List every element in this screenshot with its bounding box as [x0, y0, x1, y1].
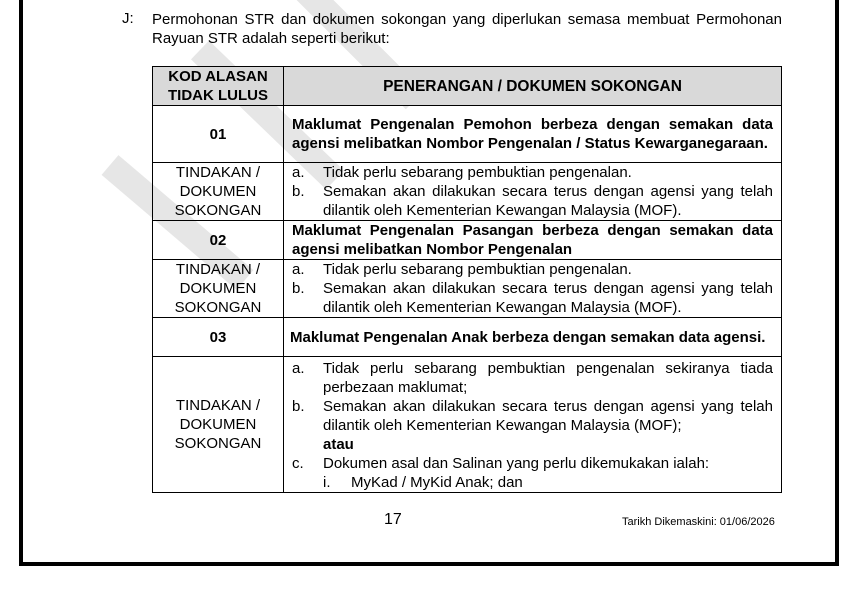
list-marker: b. — [292, 183, 305, 200]
list-item — [292, 163, 773, 182]
list-marker: c. — [292, 455, 304, 472]
list-marker: a. — [292, 360, 305, 377]
list-item-text: Dokumen asal dan Salinan yang perlu dikemukakan ialah: — [323, 455, 710, 472]
reason-description: Maklumat Pengenalan Pasangan berbeza dengan semakan data agensi melibatkan Nombor Pengenalan — [284, 221, 782, 260]
list-marker: a. — [292, 164, 305, 181]
header-description: PENERANGAN / DOKUMEN SOKONGAN — [284, 67, 782, 106]
question-label: J: — [122, 10, 134, 27]
action-label: TINDAKAN / DOKUMEN SOKONGAN — [153, 163, 284, 221]
page-border-bottom — [19, 562, 839, 566]
table-header-row — [153, 67, 782, 106]
list-marker: a. — [292, 261, 305, 278]
action-list — [284, 260, 782, 318]
list-item — [292, 454, 773, 492]
list-item — [292, 260, 773, 279]
table-row-action — [153, 357, 782, 493]
page-border-right — [835, 0, 839, 566]
sub-list-item-text: MyKad / MyKid Anak; dan — [351, 474, 523, 491]
list-item-text: Tidak perlu sebarang pembuktian pengenalan. — [323, 261, 632, 278]
action-label: TINDAKAN / DOKUMEN SOKONGAN — [153, 357, 284, 493]
list-marker: b. — [292, 398, 305, 415]
last-updated-date: Tarikh Dikemaskini: 01/06/2026 — [622, 516, 775, 528]
appeal-document-table — [152, 66, 782, 493]
reason-code: 01 — [153, 106, 284, 163]
list-item-text: Semakan akan dilakukan secara terus dengan agensi yang telah dilantik oleh Kementerian Kewangan Malaysia (MOF); — [323, 398, 773, 434]
list-item — [292, 359, 773, 397]
header-code: KOD ALASAN TIDAK LULUS — [153, 67, 284, 106]
list-item — [292, 397, 773, 454]
reason-description: Maklumat Pengenalan Pemohon berbeza dengan semakan data agensi melibatkan Nombor Pengenalan / Status Kewarganegaraan. — [284, 106, 782, 163]
list-item-text: Semakan akan dilakukan secara terus dengan agensi yang telah dilantik oleh Kementerian Kewangan Malaysia (MOF). — [323, 183, 773, 219]
reason-description: Maklumat Pengenalan Anak berbeza dengan semakan data agensi. — [284, 318, 782, 357]
table-row-code — [153, 106, 782, 163]
list-item-text: Tidak perlu sebarang pembuktian pengenalan sekiranya tiada perbezaan maklumat; — [323, 360, 773, 396]
table-row-code — [153, 221, 782, 260]
page-border-left — [19, 0, 23, 566]
action-list — [284, 163, 782, 221]
sub-list-item — [323, 473, 773, 492]
list-item-text: Tidak perlu sebarang pembuktian pengenalan. — [323, 164, 632, 181]
list-marker: b. — [292, 280, 305, 297]
table-row-code — [153, 318, 782, 357]
list-item-suffix: atau — [323, 436, 354, 453]
reason-code: 03 — [153, 318, 284, 357]
reason-code: 02 — [153, 221, 284, 260]
sub-list-marker: i. — [323, 474, 331, 491]
question-text: Permohonan STR dan dokumen sokongan yang diperlukan semasa membuat Permohonan Rayuan STR adalah seperti berikut: — [152, 11, 782, 47]
list-item — [292, 279, 773, 317]
list-item-text: Semakan akan dilakukan secara terus dengan agensi yang telah dilantik oleh Kementerian Kewangan Malaysia (MOF). — [323, 280, 773, 316]
table-row-action — [153, 260, 782, 318]
action-label: TINDAKAN / DOKUMEN SOKONGAN — [153, 260, 284, 318]
list-item — [292, 182, 773, 220]
table-row-action — [153, 163, 782, 221]
action-list — [284, 357, 782, 493]
page-number: 17 — [384, 511, 402, 528]
